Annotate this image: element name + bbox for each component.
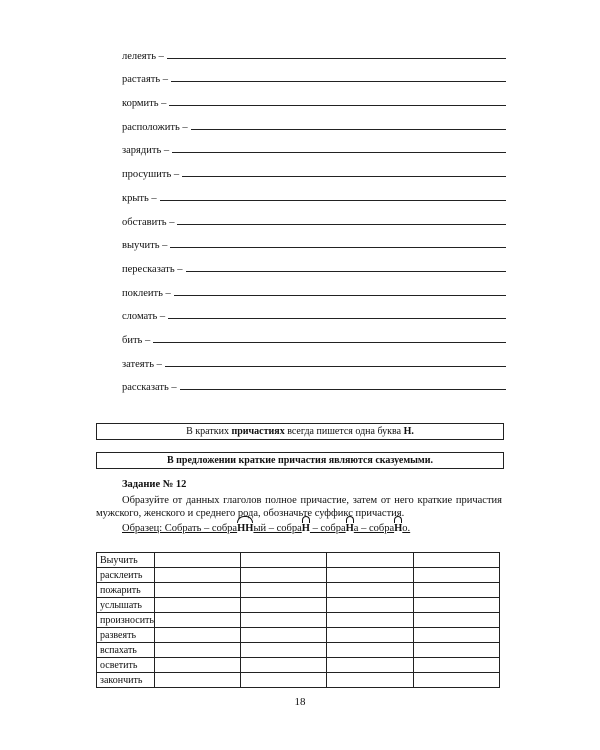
- verb-row: [122, 180, 506, 204]
- verb-label: бить –: [122, 334, 151, 346]
- table-cell[interactable]: [241, 643, 327, 658]
- suffix-mark: НН: [237, 523, 254, 534]
- verb-label: просушить –: [122, 169, 180, 181]
- table-cell[interactable]: [154, 598, 240, 613]
- answer-line[interactable]: [174, 295, 506, 296]
- rule-text-mid: всегда пишется одна буква: [287, 426, 402, 437]
- verb-row: [122, 38, 506, 62]
- table-verb-cell: пожарить: [97, 583, 155, 598]
- table-verb-cell: расклеить: [97, 568, 155, 583]
- table-verb-cell: развеять: [97, 628, 155, 643]
- participle-table: [96, 552, 500, 688]
- table-cell[interactable]: [154, 583, 240, 598]
- table-row: [97, 553, 500, 568]
- verb-label: кормить –: [122, 98, 167, 110]
- verb-label: крыть –: [122, 192, 157, 204]
- answer-line[interactable]: [186, 271, 506, 272]
- verb-label: сломать –: [122, 311, 166, 323]
- answer-line[interactable]: [171, 81, 506, 82]
- verb-row: [122, 85, 506, 109]
- table-cell[interactable]: [241, 628, 327, 643]
- verb-row: [122, 228, 506, 252]
- table-cell[interactable]: [154, 643, 240, 658]
- rule-box-short-participles: [96, 423, 504, 440]
- task-title: Задание № 12: [122, 479, 187, 490]
- table-cell[interactable]: [327, 553, 413, 568]
- verb-list: [122, 38, 506, 393]
- table-row: [97, 628, 500, 643]
- rule-box-predicate: [96, 452, 504, 469]
- answer-line[interactable]: [169, 105, 506, 106]
- table-cell[interactable]: [154, 673, 240, 688]
- table-cell[interactable]: [154, 568, 240, 583]
- verb-row: [122, 156, 506, 180]
- rule-text-predicate: В предложении краткие причастия являются сказуемыми.: [166, 455, 434, 466]
- table-cell[interactable]: [154, 658, 240, 673]
- table-cell[interactable]: [413, 553, 499, 568]
- answer-line[interactable]: [167, 58, 506, 59]
- verb-row: [122, 322, 506, 346]
- table-cell[interactable]: [327, 628, 413, 643]
- table-cell[interactable]: [241, 553, 327, 568]
- table-row: [97, 658, 500, 673]
- table-verb-cell: произносить: [97, 613, 155, 628]
- verb-label: выучить –: [122, 240, 168, 252]
- table-cell[interactable]: [154, 628, 240, 643]
- table-cell[interactable]: [413, 658, 499, 673]
- table-cell[interactable]: [154, 553, 240, 568]
- answer-line[interactable]: [182, 176, 506, 177]
- table-cell[interactable]: [413, 598, 499, 613]
- table-cell[interactable]: [241, 583, 327, 598]
- table-verb-cell: вспахать: [97, 643, 155, 658]
- task-text: [96, 494, 502, 520]
- rule-text-letter: Н.: [403, 426, 414, 437]
- verb-label: пересказать –: [122, 263, 183, 275]
- answer-line[interactable]: [172, 152, 506, 153]
- answer-line[interactable]: [160, 200, 506, 201]
- table-cell[interactable]: [413, 568, 499, 583]
- verb-label: лелеять –: [122, 50, 164, 62]
- example-part: Образец: Собрать – собра: [122, 523, 238, 534]
- table-row: [97, 583, 500, 598]
- example-part: ый – собра: [253, 523, 302, 534]
- answer-line[interactable]: [180, 389, 506, 390]
- table-verb-cell: закончить: [97, 673, 155, 688]
- verb-row: [122, 204, 506, 228]
- suffix-mark: Н: [345, 523, 354, 534]
- table-cell[interactable]: [327, 568, 413, 583]
- verb-row: [122, 370, 506, 394]
- verb-label: поклеить –: [122, 287, 171, 299]
- table-cell[interactable]: [413, 643, 499, 658]
- table-cell[interactable]: [413, 583, 499, 598]
- verb-row: [122, 275, 506, 299]
- table-cell[interactable]: [241, 598, 327, 613]
- table-cell[interactable]: [413, 613, 499, 628]
- rule-text-bold: причастиях: [231, 426, 285, 437]
- table-cell[interactable]: [327, 643, 413, 658]
- example-part: – собра: [309, 523, 346, 534]
- verb-row: [122, 299, 506, 323]
- page-number: 18: [294, 696, 306, 708]
- table-verb-cell: услышать: [97, 598, 155, 613]
- table-cell[interactable]: [241, 613, 327, 628]
- verb-row: [122, 133, 506, 157]
- verb-label: расположить –: [122, 121, 188, 133]
- answer-line[interactable]: [168, 318, 506, 319]
- verb-label: обставить –: [122, 216, 175, 228]
- table-cell[interactable]: [413, 628, 499, 643]
- answer-line[interactable]: [191, 129, 506, 130]
- answer-line[interactable]: [153, 342, 506, 343]
- suffix-mark: Н: [301, 523, 310, 534]
- table-row: [97, 613, 500, 628]
- answer-line[interactable]: [165, 366, 506, 367]
- table-cell[interactable]: [327, 598, 413, 613]
- table-row: [97, 598, 500, 613]
- table-verb-cell: осветить: [97, 658, 155, 673]
- table-cell[interactable]: [241, 673, 327, 688]
- rule-text-pre: В кратких: [186, 426, 229, 437]
- table-cell[interactable]: [413, 673, 499, 688]
- example-part: а – собра: [353, 523, 395, 534]
- table-row: [97, 643, 500, 658]
- table-row: [97, 568, 500, 583]
- verb-label: затеять –: [122, 358, 162, 370]
- table-cell[interactable]: [241, 658, 327, 673]
- table-cell[interactable]: [327, 613, 413, 628]
- table-cell[interactable]: [154, 613, 240, 628]
- table-cell[interactable]: [241, 568, 327, 583]
- table-row: [97, 673, 500, 688]
- verb-label: растаять –: [122, 74, 169, 86]
- task-instruction: Образуйте от данных глаголов полное причастие, затем от него краткие причастия мужского, женского и среднего рода, обозначьте суффикс причастия.: [96, 495, 502, 519]
- table-cell[interactable]: [327, 658, 413, 673]
- verb-row: [122, 62, 506, 86]
- table-cell[interactable]: [327, 673, 413, 688]
- verb-label: рассказать –: [122, 382, 177, 394]
- verb-row: [122, 346, 506, 370]
- verb-row: [122, 251, 506, 275]
- suffix-mark: Н: [394, 523, 403, 534]
- table-verb-cell: Выучить: [97, 553, 155, 568]
- example-line: [122, 523, 410, 534]
- answer-line[interactable]: [170, 247, 506, 248]
- verb-label: зарядить –: [122, 145, 170, 157]
- example-part: о.: [402, 523, 411, 534]
- table-cell[interactable]: [327, 583, 413, 598]
- verb-row: [122, 109, 506, 133]
- answer-line[interactable]: [177, 224, 506, 225]
